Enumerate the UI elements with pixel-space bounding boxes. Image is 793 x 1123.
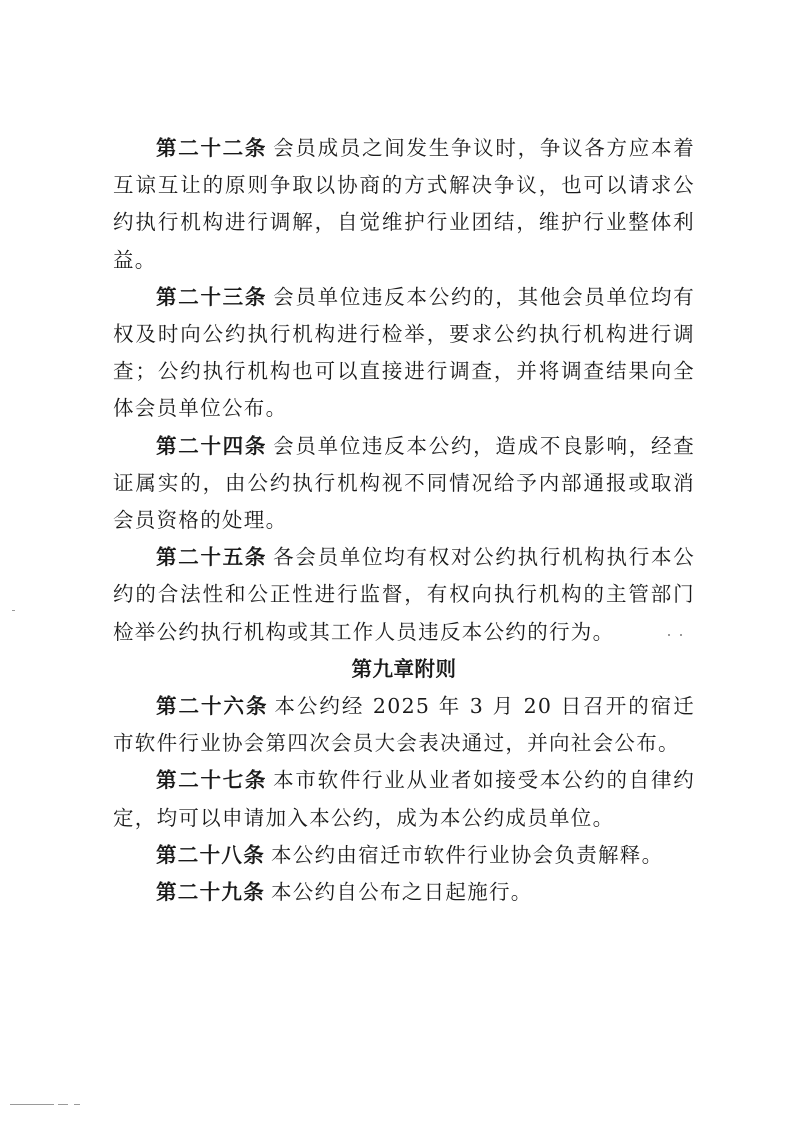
article-text: 本公约由宿迁市软件行业协会负责解释。 xyxy=(271,842,664,867)
article-number: 第二十三条 xyxy=(156,284,268,309)
article-29 xyxy=(113,874,695,911)
article-text: 本公约自公布之日起施行。 xyxy=(271,880,533,905)
article-number: 第二十九条 xyxy=(156,880,265,905)
article-28 xyxy=(113,837,695,874)
article-25 xyxy=(113,539,695,651)
article-text: 本公约经 2025 年 3 月 20 日召开的宿迁市软件行业协会第四次会员大会表决通过，并向社会公布。 xyxy=(113,694,695,756)
article-24 xyxy=(113,428,695,540)
article-22 xyxy=(113,130,695,279)
article-text: 会员单位违反本公约，造成不良影响，经查证属实的，由公约执行机构视不同情况给予内部通报或取消会员资格的处理。 xyxy=(113,433,696,533)
article-26 xyxy=(113,688,695,762)
scan-artifact xyxy=(58,1104,68,1105)
document-body xyxy=(113,130,695,911)
chapter-title: 第九章附则 xyxy=(351,656,457,681)
article-text: 会员单位违反本公约的，其他会员单位均有权及时向公约执行机构进行检举，要求公约执行机构进行调查；公约执行机构也可以直接进行调查，并将调查结果向全体会员单位公布。 xyxy=(113,284,696,421)
scan-artifact xyxy=(74,1104,80,1105)
article-number: 第二十四条 xyxy=(156,433,268,458)
article-number: 第二十二条 xyxy=(156,136,268,160)
article-number: 第二十七条 xyxy=(156,768,268,793)
article-number: 第二十五条 xyxy=(156,545,268,570)
article-text: 各会员单位均有权对公约执行机构执行本公约的合法性和公正性进行监督，有权向执行机构的主管部门检举公约执行机构或其工作人员违反本公约的行为。 xyxy=(113,545,696,644)
article-27 xyxy=(113,762,695,836)
scan-artifact xyxy=(12,610,15,611)
scan-artifact xyxy=(10,1104,54,1105)
article-23 xyxy=(113,279,695,428)
article-text: 本市软件行业从业者如接受本公约的自律约定，均可以申请加入本公约，成为本公约成员单位。 xyxy=(113,768,696,830)
article-number: 第二十六条 xyxy=(156,694,269,719)
article-text: 会员成员之间发生争议时，争议各方应本着互谅互让的原则争取以协商的方式解决争议，也可以请求公约执行机构进行调解，自觉维护行业团结，维护行业整体利益。 xyxy=(113,136,696,272)
article-number: 第二十八条 xyxy=(156,842,265,867)
